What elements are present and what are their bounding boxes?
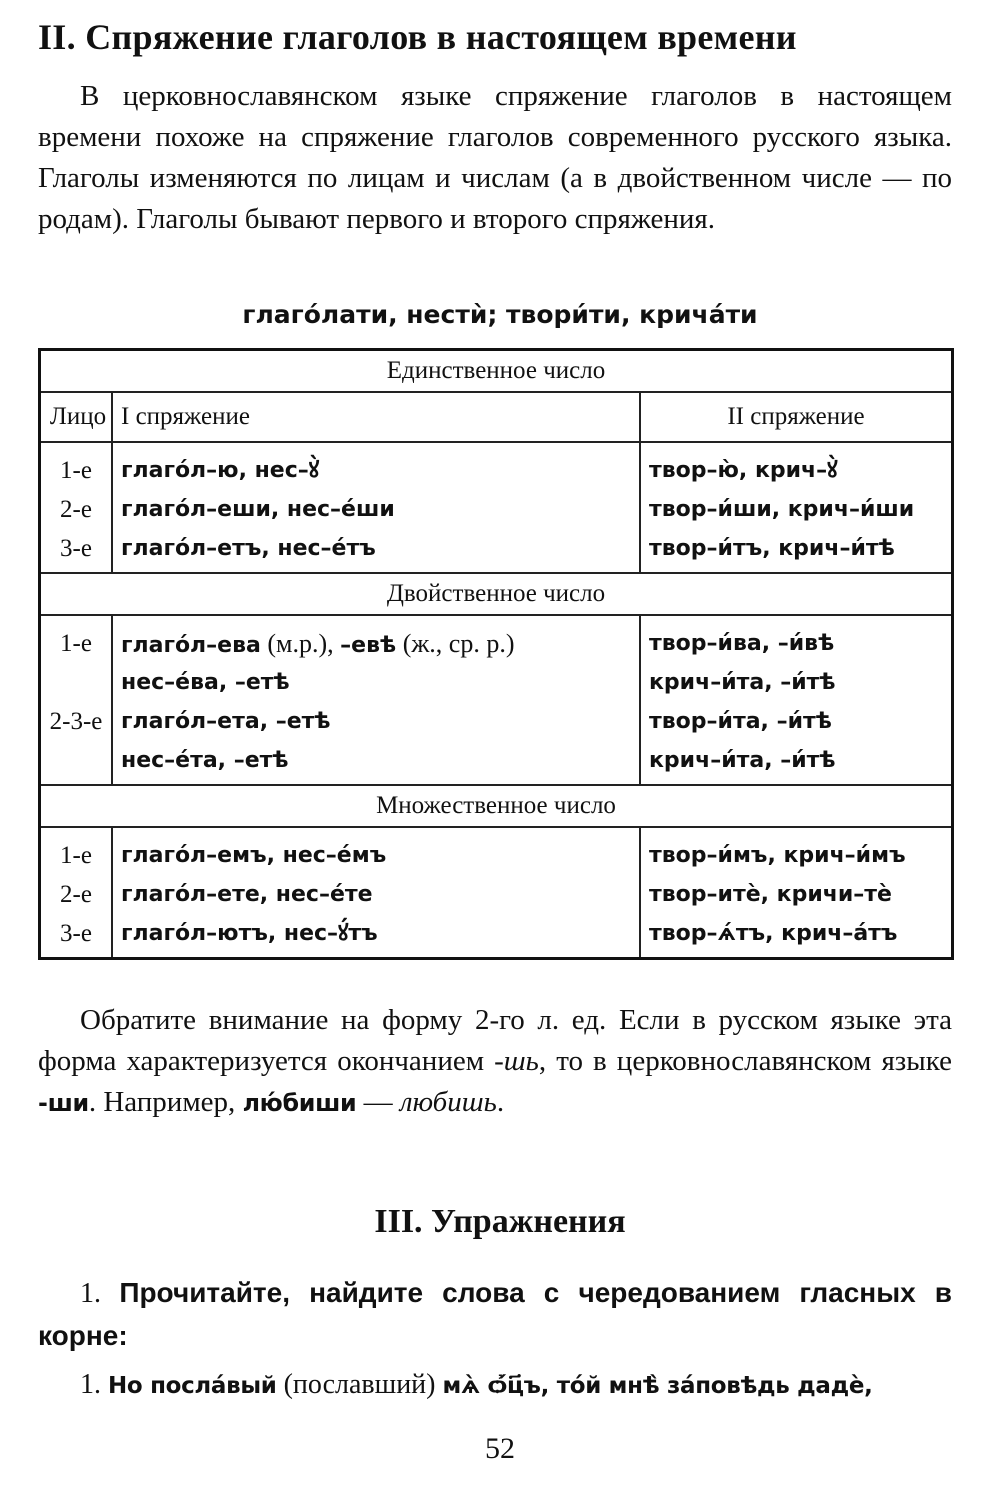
person-cell: 1-е [60,457,92,484]
col-conj2-header: II спряжение [640,392,953,442]
conj2-form: твор–и́та, –и́тѣ [649,709,832,734]
note-text: . Например, [88,1086,243,1118]
person-cell: 3-е [60,920,92,947]
task-number: 1. [80,1278,120,1309]
exercise-number: 1. [80,1369,108,1400]
example-slavonic: лю́биши [242,1089,357,1117]
singular-row [40,442,953,573]
note-dash: — [356,1086,400,1118]
conj1-form-masc: глаго́л–ева [121,633,261,658]
conj1-form [121,624,631,663]
person-cell [41,663,111,702]
section-heading: II. Спряжение глаголов в настоящем времени [38,17,797,57]
conj1-form: глаго́л–ете, нес–е́те [121,882,373,907]
person-cell: 3-е [60,535,92,562]
note-text: , то в церковнославянском языке [538,1045,952,1077]
conj2-form: крич–и́та, –и́тѣ [649,670,836,695]
gender-note: (м.р.), [260,629,341,658]
singular-header: Единственное число [40,350,953,393]
col-person-header: Лицо [40,392,113,442]
exercise-slavonic: мѧ̀ ѻ҆́ц҃ъ, то́й мнѣ̀ за́повѣдь дадѐ, [442,1373,873,1399]
conj2-form: твор–и́ши, крич–и́ши [649,497,915,522]
conj1-form: глаго́л–еши, нес–е́ши [121,497,395,522]
person-cell: 1-е [60,630,92,657]
conj2-form: твор–и́мъ, крич–и́мъ [649,843,906,868]
conj1-form: глаго́л–ютъ, нес–ꙋ́тъ [121,921,378,946]
example-russian: любишь [399,1086,497,1118]
dual-header: Двойственное число [40,573,953,615]
plural-header: Множественное число [40,785,953,827]
note-paragraph [38,1000,952,1124]
conj2-form: крич–и́та, –и́тѣ [649,748,836,773]
exercise-line-1 [38,1364,956,1407]
conj1-form-fem: –евѣ [340,633,397,658]
task-instruction: Прочитайте, найдите слова с чередованием гласных в корне: [38,1277,952,1351]
exercise-gloss: (пославший) [276,1369,443,1400]
task-1 [38,1272,952,1358]
note-end: . [496,1086,505,1118]
intro-paragraph: В церковнославянском языке спряжение глаголов в настоящем времени похоже на спряжение глаголов современного русского языка. Глаголы изменяются по лицам и числам (а в двойственном числе — по родам). Глаголы бывают первого и второго спряжения. [38,80,952,235]
person-cell [41,741,111,780]
dual-row [40,615,953,785]
conj1-form: глаго́л–емъ, нес–е́мъ [121,843,387,868]
person-cell: 1-е [60,842,92,869]
conj2-form: твор–ю̀, крич–ꙋ̀ [649,458,838,483]
plural-row [40,827,953,959]
exercises-heading: III. Упражнения [374,1203,626,1240]
conj1-form: глаго́л–етъ, нес–е́тъ [121,536,376,561]
gender-note: (ж., ср. р.) [396,629,515,658]
person-cell: 2-3-е [49,708,103,735]
conj1-form: нес–е́та, –етѣ [121,748,289,773]
person-cell: 2-е [60,881,92,908]
col-conj1-header: I спряжение [112,392,640,442]
note-text: Обратите внимание на форму 2-го л. ед. Если в русском языке эта форма характеризуется окончанием [38,1004,952,1077]
conj1-form: нес–е́ва, –етѣ [121,670,290,695]
conjugation-table [38,348,954,960]
conj2-form: твор–и́ва, –и́вѣ [649,631,835,656]
conj2-form: твор–ѧ́тъ, крич–а́тъ [649,921,898,946]
conj1-form: глаго́л–ю, нес–ꙋ̀ [121,458,320,483]
conj1-form: глаго́л–ета, –етѣ [121,709,331,734]
person-cell: 2-е [60,496,92,523]
conj2-form: твор–итѐ, кричи–тѐ [649,882,892,907]
ending-russian: -шь [494,1045,539,1077]
exercise-slavonic: Но посла́вый [108,1373,277,1399]
ending-slavonic: -ши [38,1089,89,1117]
page-number: 52 [485,1432,515,1465]
verbs-title: глаго́лати, нестѝ; твори́ти, крича́ти [242,300,758,329]
conj2-form: твор–и́тъ, крич–и́тѣ [649,536,895,561]
